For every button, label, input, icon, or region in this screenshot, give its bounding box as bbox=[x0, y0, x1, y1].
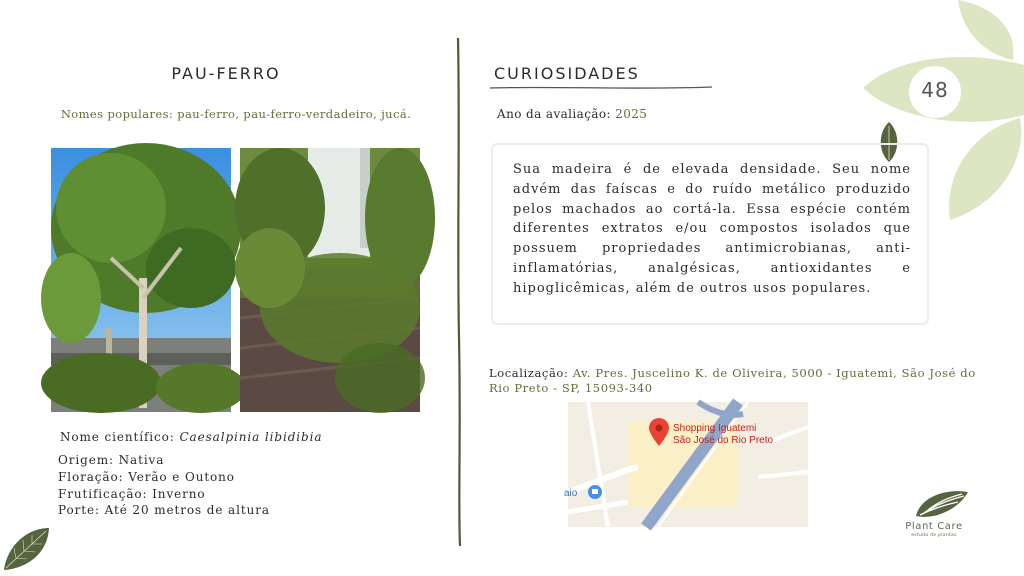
fact-value: Verão e Outono bbox=[128, 469, 235, 484]
species-title: PAU-FERRO bbox=[171, 64, 281, 83]
evaluation-year-label: Ano da avaliação: bbox=[497, 107, 611, 121]
location-label: Localização: bbox=[489, 366, 569, 380]
curiosities-title: CURIOSIDADES bbox=[494, 64, 640, 83]
popular-names-value: pau-ferro, pau-ferro-verdadeiro, jucá. bbox=[177, 107, 412, 121]
curiosities-text: Sua madeira é de elevada densidade. Seu nome advém das faíscas e do ruído metálico produzido pelos machados ao cortá-la. Essa espécie contém diferentes extratos e/ou compostos isolados que possuem propriedades antimicrobianas, anti-inflamatórias, analgésicas, antioxidantes e hipoglicêmicas, além de outros usos populares. bbox=[513, 162, 911, 296]
fact-label: Frutificação: bbox=[58, 486, 148, 501]
location-address: Av. Pres. Juscelino K. de Oliveira, 5000 - Iguatemi, São José do Rio Preto - SP, 15093-340 bbox=[489, 366, 976, 395]
tree-photo bbox=[51, 148, 231, 412]
map-place-line1: Shopping Iguatemi bbox=[673, 423, 757, 434]
curiosities-box bbox=[491, 143, 929, 325]
leaf-decoration-bottom bbox=[2, 526, 52, 572]
scientific-name-label: Nome científico: bbox=[60, 430, 175, 444]
fact-label: Origem: bbox=[58, 453, 114, 467]
title-underline bbox=[490, 85, 712, 91]
fact-label: Floração: bbox=[58, 469, 124, 484]
fact-fruiting bbox=[58, 486, 270, 503]
fact-value: Até 20 metros de altura bbox=[104, 503, 270, 518]
fact-value: Inverno bbox=[152, 486, 206, 501]
fact-value: Nativa bbox=[118, 453, 165, 467]
page-number: 48 bbox=[909, 66, 961, 118]
fact-origin bbox=[58, 452, 270, 469]
popular-names-label: Nomes populares: bbox=[60, 107, 174, 121]
column-divider bbox=[455, 38, 463, 546]
plant-care-logo-icon bbox=[914, 488, 970, 520]
logo-tagline: estudo de plantas bbox=[911, 533, 957, 538]
evaluation-year bbox=[497, 107, 647, 121]
popular-names bbox=[0, 107, 472, 121]
fact-label: Porte: bbox=[58, 503, 100, 518]
location-map[interactable] bbox=[564, 402, 808, 527]
species-facts bbox=[58, 452, 270, 519]
location bbox=[489, 366, 979, 396]
scientific-name bbox=[60, 430, 322, 444]
trunk-photo bbox=[240, 148, 420, 412]
map-place-line2: São José do Rio Preto bbox=[673, 435, 774, 446]
fact-flowering bbox=[58, 469, 270, 486]
map-edge-label: aio bbox=[564, 488, 578, 499]
evaluation-year-value: 2025 bbox=[615, 107, 648, 121]
logo-name: Plant Care bbox=[905, 521, 963, 532]
scientific-name-value: Caesalpinia libidibia bbox=[179, 430, 323, 444]
fact-size bbox=[58, 502, 270, 519]
